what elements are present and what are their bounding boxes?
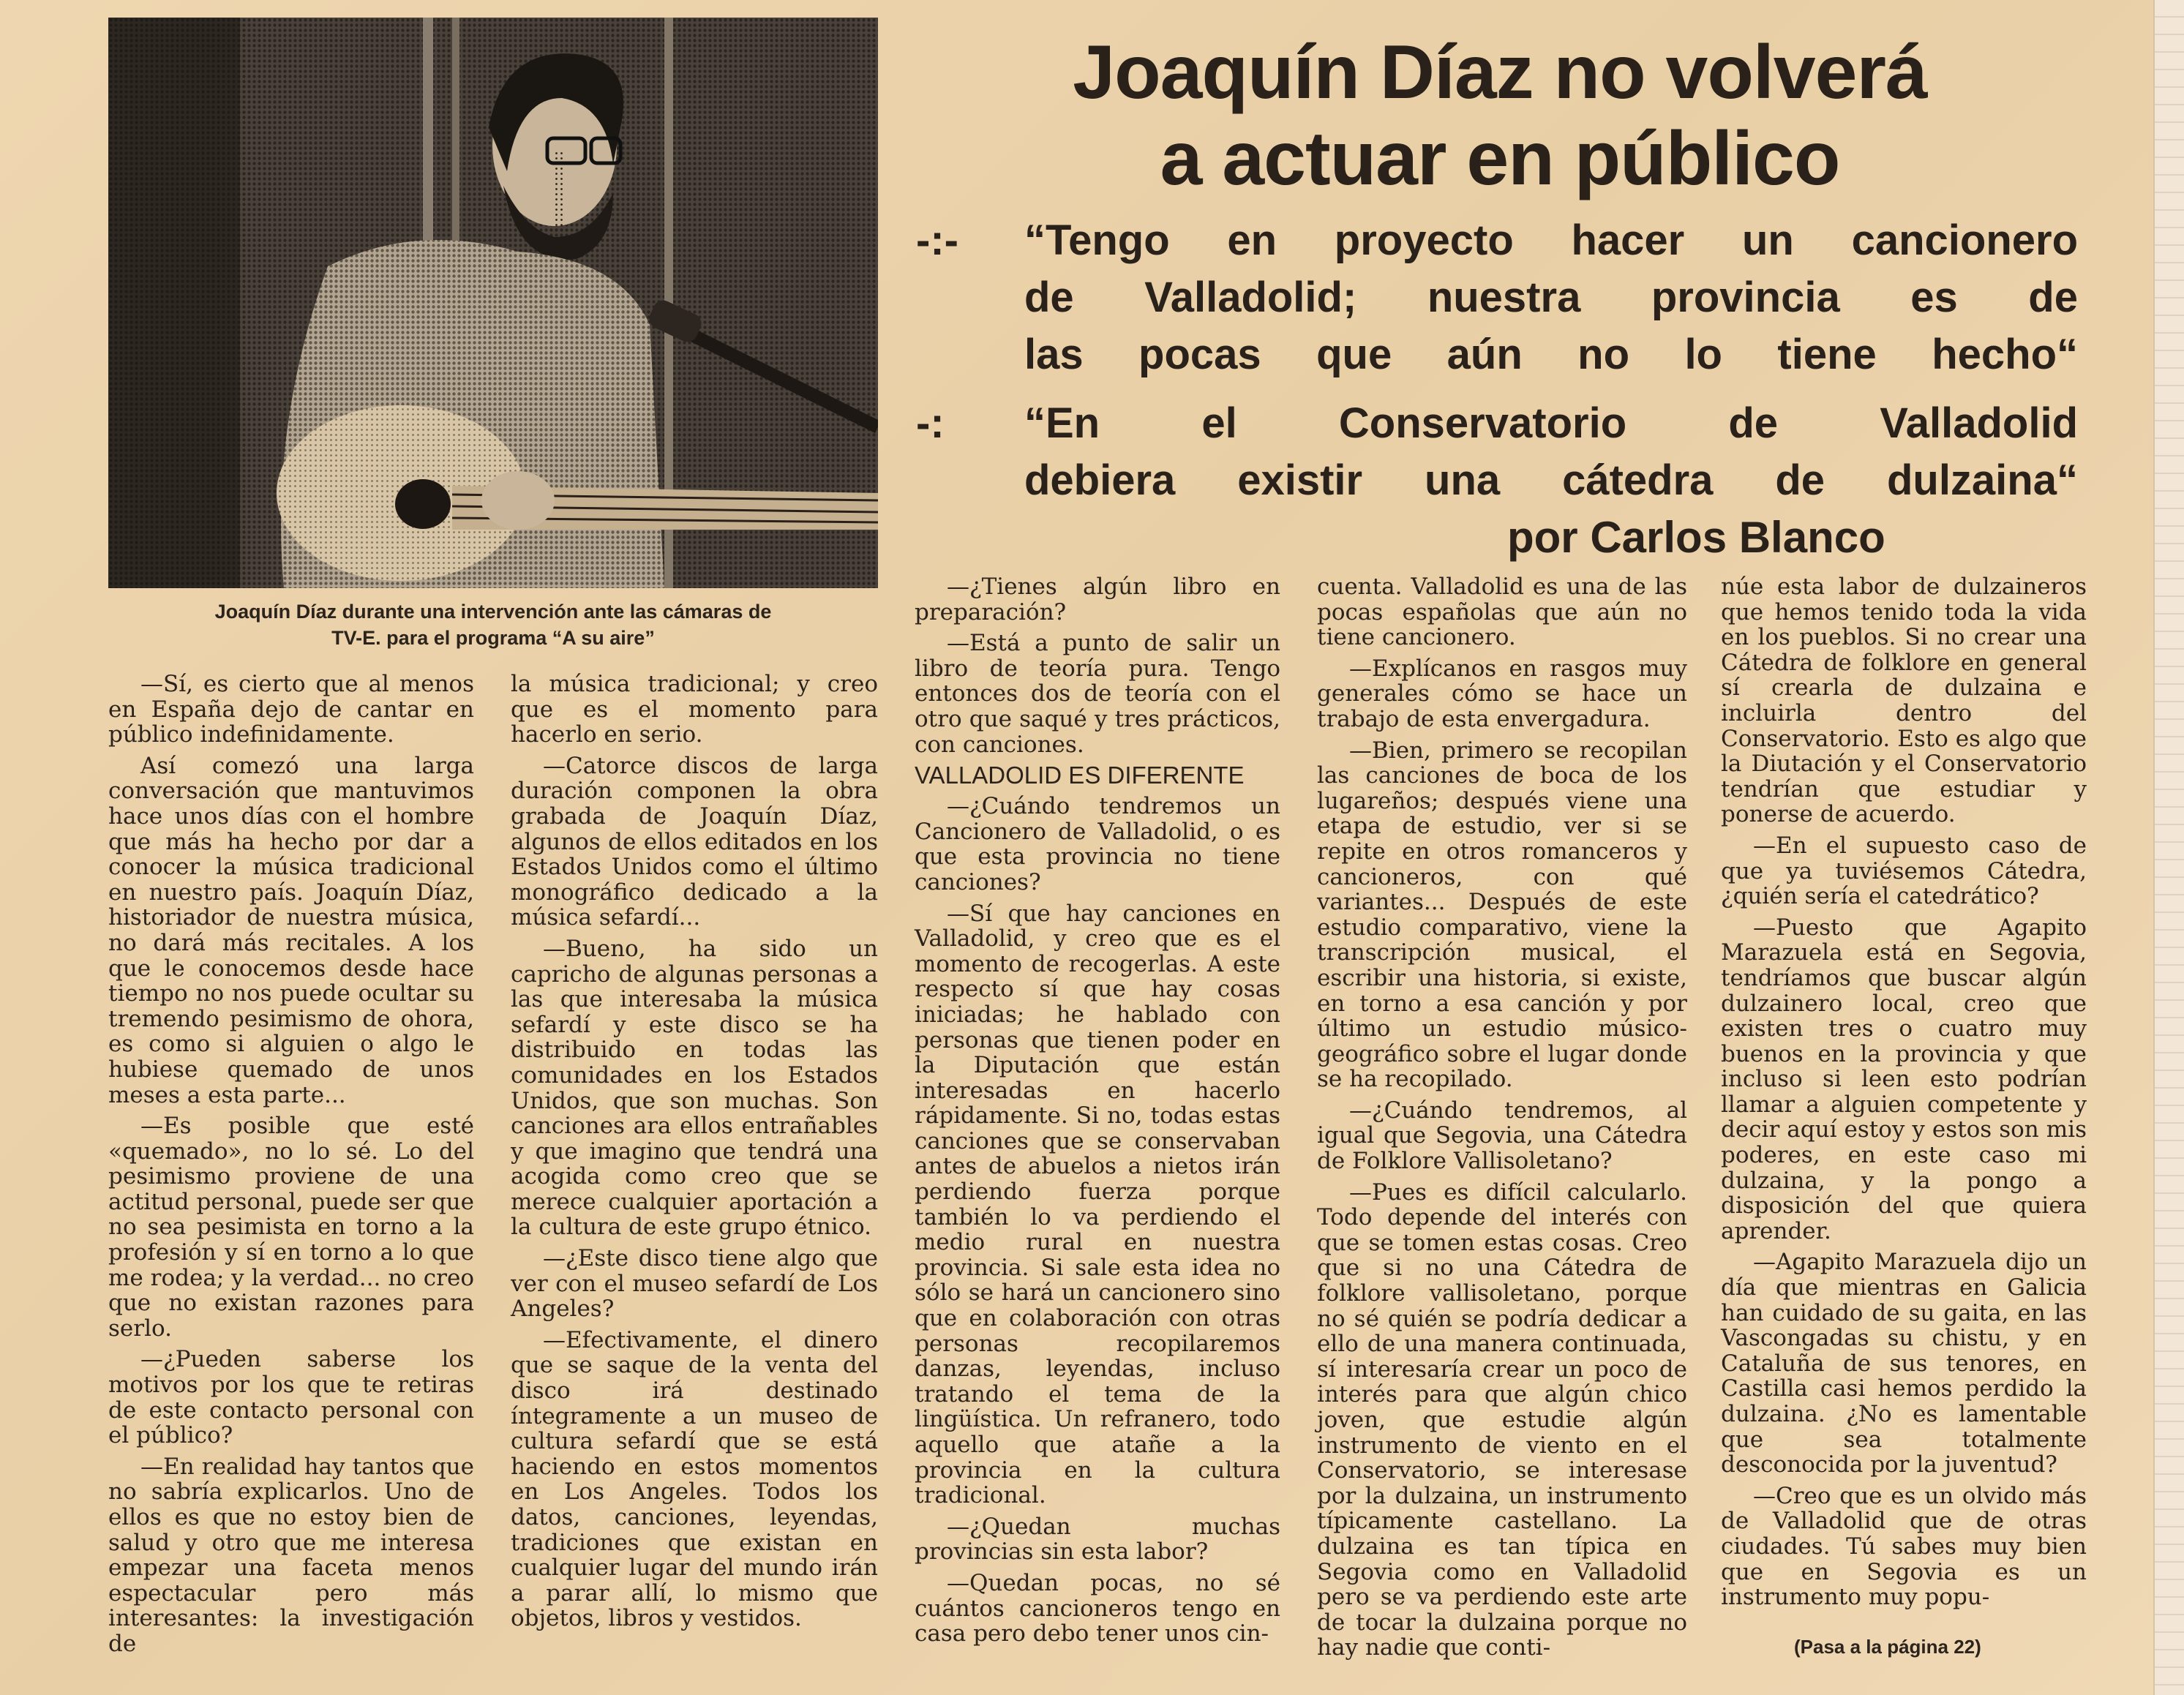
photo-caption bbox=[108, 598, 878, 651]
paragraph: —Creo que es un olvido más de Valladolid que de otras ciudades. Tú sabes muy bien que en Segovia es un instrumento muy popu- bbox=[1721, 1482, 2087, 1611]
column-5 bbox=[1721, 574, 2087, 1610]
subheading-1-bullet: -:- bbox=[916, 217, 958, 264]
subheading-1-line: “Tengo en proyecto hacer un cancionero bbox=[1024, 217, 2078, 264]
subheading-2-bullet: -: bbox=[916, 399, 945, 447]
paragraph: —Puesto que Agapito Marazuela está en Segovia, tendríamos que buscar algún dulzainero local, creo que existen tres o cuatro muy buenos en la provincia y que incluso si leen esto podrían llamar a alguien competente y decir aquí estoy y estos son mis poderes, en este caso mi dulzaina, y la pongo a disposición del que quiera aprender. bbox=[1721, 914, 2087, 1244]
paragraph: —Sí que hay canciones en Valladolid, y creo que es el momento de recogerlas. A este respecto sí que hay cosas iniciadas; he hablado con personas que tienen poder en la Diputación que están interesadas en hacerlo rápidamente. Si no, todas estas canciones que se conservaban antes de abuelos a nietos irán perdiendo fuerza porque también lo va perdiendo el medio rural en nuestra provincia. Si sale esta idea no sólo se hará un cancionero sino que en colaboración con otras personas recopilaremos danzas, leyendas, incluso tratando el tema de la lingüística. Un refranero, todo aquello que atañe a la provincia en la cultura tradicional. bbox=[915, 900, 1280, 1509]
paragraph: cuenta. Valladolid es una de las pocas españolas que aún no tiene cancionero. bbox=[1317, 574, 1687, 651]
photo-joaquin-diaz bbox=[108, 18, 878, 588]
paragraph: —¿Cuándo tendremos, al igual que Segovia, una Cátedra de Folklore Vallisoletano? bbox=[1317, 1097, 1687, 1175]
binder-edge bbox=[2153, 0, 2184, 1695]
paragraph: —¿Tienes algún libro en preparación? bbox=[915, 574, 1280, 625]
caption-line-2: TV-E. para el programa “A su aire” bbox=[331, 627, 655, 649]
paragraph: —¿Quedan muchas provincias sin esta labor? bbox=[915, 1513, 1280, 1566]
subheading-2-line: debiera existir una cátedra de dulzaina“ bbox=[1024, 456, 2078, 504]
paragraph: —¿Este disco tiene algo que ver con el museo sefardí de Los Angeles? bbox=[511, 1245, 878, 1323]
subheading-1-line: las pocas que aún no lo tiene hecho“ bbox=[1024, 331, 2078, 378]
headline-line-1: Joaquín Díaz no volverá bbox=[1073, 30, 1927, 115]
paragraph: —Explícanos en rasgos muy generales cómo se hace un trabajo de esta envergadura. bbox=[1317, 655, 1687, 732]
paragraph: —Quedan pocas, no sé cuántos cancioneros tengo en casa pero debo tener unos cin- bbox=[915, 1569, 1280, 1647]
paragraph: —Es posible que esté «quemado», no lo sé. Lo del pesimismo proviene de una actitud personal, puede ser que no sea pesimista en torno a la profesión y sí en torno a lo que me rodea; y la verdad... no creo que no existan razones para serlo. bbox=[108, 1113, 474, 1342]
headline bbox=[907, 29, 2093, 202]
paragraph: —¿Pueden saberse los motivos por los que te retiras de este contacto personal con el público? bbox=[108, 1346, 474, 1449]
paragraph: —Efectivamente, el dinero que se saque de la venta del disco irá destinado íntegramente a un museo de cultura sefardí que se está haciendo en estos momentos en Los Angeles. Todos los datos, canciones, leyendas, tradiciones que existan en cualquier lugar del mundo irán a parar allí, lo mismo que objetos, libros y vestidos. bbox=[511, 1326, 878, 1632]
column-1 bbox=[108, 672, 474, 1657]
paragraph: —Bien, primero se recopilan las canciones de boca de los lugareños; después viene una etapa de estudio, ver si se repite en otros romanceros y cancioneros, con qué variantes... Después de este estudio comparativo, viene la transcripción musical, el escribir una historia, si existe, en torno a esa canción y por último un estudio músico-geográfico sobre el lugar donde se ha recopilado. bbox=[1317, 737, 1687, 1093]
subheading-1-line: de Valladolid; nuestra provincia es de bbox=[1024, 274, 2078, 321]
section-heading: VALLADOLID ES DIFERENTE bbox=[915, 762, 1245, 789]
paragraph: —Agapito Marazuela dijo un día que mientras en Galicia han cuidado de su gaita, en las Vascongadas su chistu, y en Cataluña de sus tenores, en Castilla casi hemos perdido la dulzaina. ¿No es lamentable que sea totalmente desconocida por la juventud? bbox=[1721, 1249, 2087, 1478]
column-4 bbox=[1317, 574, 1687, 1661]
paragraph: —Catorce discos de larga duración componen la obra grabada de Joaquín Díaz, algunos de ellos editados en los Estados Unidos como el último monográfico dedicado a la música sefardí... bbox=[511, 752, 878, 931]
column-3 bbox=[915, 574, 1280, 1647]
byline: por Carlos Blanco bbox=[1507, 513, 1885, 562]
paragraph: núe esta labor de dulzaineros que hemos tenido toda la vida en los pueblos. Si no crear una Cátedra de folklore en general sí crearla de dulzaina e incluirla dentro del Conservatorio. Esto es algo que la Diutación y el Conservatorio tendrían que estudiar y ponerse de acuerdo. bbox=[1721, 574, 2087, 828]
continuation-note: (Pasa a la página 22) bbox=[1794, 1636, 1981, 1658]
paragraph: —Pues es difícil calcularlo. Todo depende del interés con que se tomen estas cosas. Creo que si no una Cátedra de folklore vallisoletano, porque no sé quién se podría dedicar a ello de una manera continuada, sí interesaría crear un poco de interés para que algún chico joven, que estudie algún instrumento de viento en el Conservatorio, se interesase por la dulzaina, un instrumento típicamente castellano. La dulzaina es tan típica en Segovia como en Valladolid pero se va perdiendo este arte de tocar la dulzaina porque no hay nadie que conti- bbox=[1317, 1179, 1687, 1661]
paragraph: —Bueno, ha sido un capricho de algunas personas a las que interesaba la música sefardí y este disco se ha distribuido en todas las comunidades en los Estados Unidos, que son muchas. Son canciones ara ellos entrañables y que imagino que tendrá una acogida como creo que se merece cualquier aportación a la cultura de este grupo étnico. bbox=[511, 935, 878, 1241]
caption-line-1: Joaquín Díaz durante una intervención ante las cámaras de bbox=[214, 601, 772, 623]
paragraph: —Sí, es cierto que al menos en España dejo de cantar en público indefinidamente. bbox=[108, 671, 474, 748]
subheading-2-line: “En el Conservatorio de Valladolid bbox=[1024, 399, 2078, 447]
paragraph: —¿Cuándo tendremos un Cancionero de Valladolid, o es que esta provincia no tiene canciones? bbox=[915, 793, 1280, 895]
paragraph: —Está a punto de salir un libro de teoría pura. Tengo entonces dos de teoría con el otro que saqué y tres prácticos, con canciones. bbox=[915, 630, 1280, 758]
column-2 bbox=[511, 672, 878, 1631]
paragraph: Así comezó una larga conversación que mantuvimos hace unos días con el hombre que más ha hecho por dar a conocer la música tradicional en nuestro país. Joaquín Díaz, historiador de nuestra música, no dará más recitales. A los que le conocemos desde hace tiempo no nos puede ocultar su tremendo pesimismo de ohora, es como si alguien o algo le hubiese quemado de unos meses a esta parte... bbox=[108, 752, 474, 1108]
headline-line-2: a actuar en público bbox=[1160, 116, 1840, 201]
paragraph: —En realidad hay tantos que no sabría explicarlos. Uno de ellos es que no estoy bien de salud y otro que me interesa empezar una faceta menos espectacular pero más interesantes: la investigación de bbox=[108, 1453, 474, 1657]
paragraph: la música tradicional; y creo que es el momento para hacerlo en serio. bbox=[511, 671, 878, 748]
paragraph: —En el supuesto caso de que ya tuviésemos Cátedra, ¿quién sería el catedrático? bbox=[1721, 832, 2087, 910]
